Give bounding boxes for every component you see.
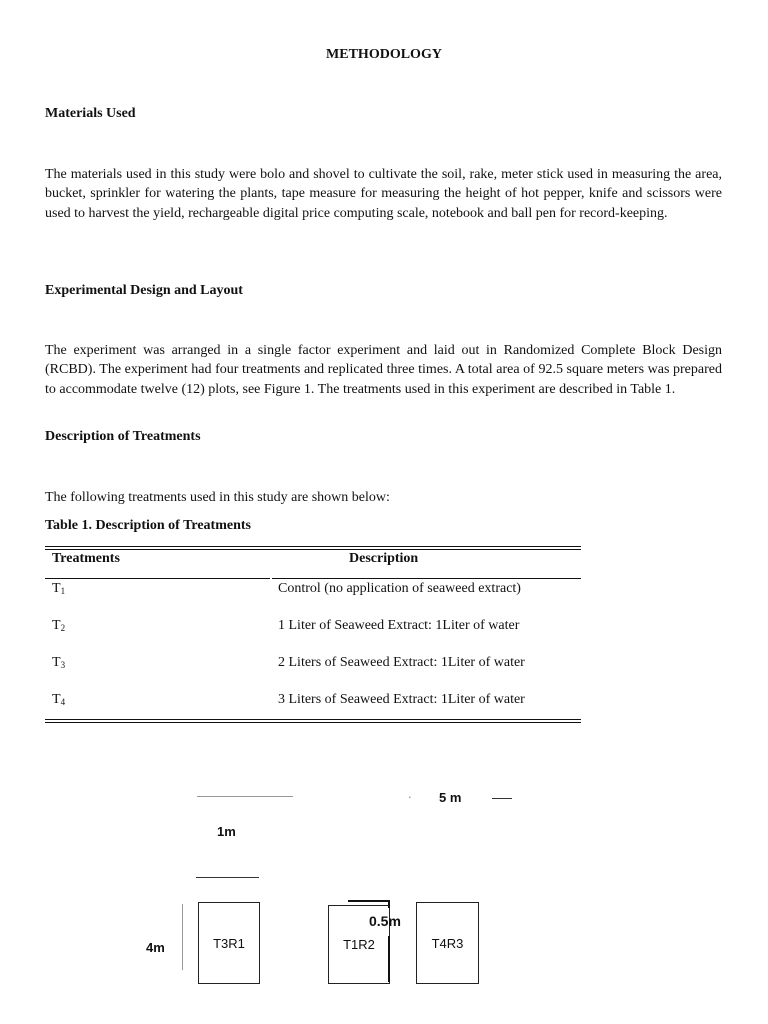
- treatments-table: [45, 546, 581, 724]
- table-row-2-code: $T_2$: [52, 618, 66, 633]
- table-header-treatments: Treatments: [52, 551, 120, 566]
- table-top-rule: [45, 546, 581, 547]
- table-row-1-code: $T_1$: [52, 581, 66, 596]
- table-header-description: Description: [349, 551, 419, 566]
- gap-dimension-tick: [388, 900, 390, 908]
- width-label: 5 m: [439, 790, 462, 805]
- gap-dimension-line-vertical: [388, 936, 390, 982]
- plot-layout-figure: [0, 760, 768, 1020]
- table-bottom-rule-2: [45, 722, 581, 723]
- gap-label: 0.5m: [369, 913, 401, 929]
- table-row-4-desc: 3 Liters of Seaweed Extract: 1Liter of water: [278, 692, 525, 707]
- gap-dimension-line-top: [348, 900, 390, 902]
- materials-paragraph: The materials used in this study were bolo and shovel to cultivate the soil, rake, meter stick used in measuring the area, bucket, sprinkler for watering the plants, tape measure for measuring the height of hot pepper, knife and scissors were used to harvest the yield, rechargeable digital price computing scale, notebook and ball pen for record-keeping.: [45, 167, 722, 221]
- table-header-rule-right: [272, 578, 581, 579]
- design-paragraph: The experiment was arranged in a single factor experiment and laid out in Randomized Complete Block Design (RCBD). The experiment had four treatments and replicated three times. A total area of 92.5 square meters was prepared to accommodate twelve (12) plots, see Figure 1. The treatments used in this experiment are described in Table 1.: [45, 343, 722, 397]
- plot-t3r1: T3R1: [198, 902, 260, 984]
- dimension-dot: .: [408, 786, 412, 801]
- table-title: Table 1. Description of Treatments: [45, 518, 251, 533]
- design-heading: Experimental Design and Layout: [45, 283, 243, 298]
- spacing-dimension-line: [196, 877, 259, 878]
- table-row-3-desc: 2 Liters of Seaweed Extract: 1Liter of water: [278, 655, 525, 670]
- width-dimension-line-left: [197, 796, 293, 797]
- table-bottom-rule: [45, 719, 581, 720]
- height-dimension-line: [182, 904, 183, 970]
- table-row-1-desc: Control (no application of seaweed extract): [278, 581, 521, 596]
- height-label: 4m: [146, 940, 165, 955]
- table-top-rule-2: [45, 549, 581, 550]
- table-row-4-code: $T_4$: [52, 692, 66, 707]
- plot-t1r2: T1R2: [328, 905, 390, 984]
- treatments-paragraph: The following treatments used in this study are shown below:: [45, 490, 390, 505]
- spacing-label: 1m: [217, 824, 236, 839]
- treatments-heading: Description of Treatments: [45, 429, 201, 444]
- page-title: METHODOLOGY: [326, 47, 442, 62]
- materials-heading: Materials Used: [45, 106, 136, 121]
- width-dimension-line-right: [492, 798, 512, 799]
- plot-t4r3: T4R3: [416, 902, 479, 984]
- table-row-3-code: $T_3$: [52, 655, 66, 670]
- table-header-rule-left: [45, 578, 270, 579]
- table-row-2-desc: 1 Liter of Seaweed Extract: 1Liter of water: [278, 618, 520, 633]
